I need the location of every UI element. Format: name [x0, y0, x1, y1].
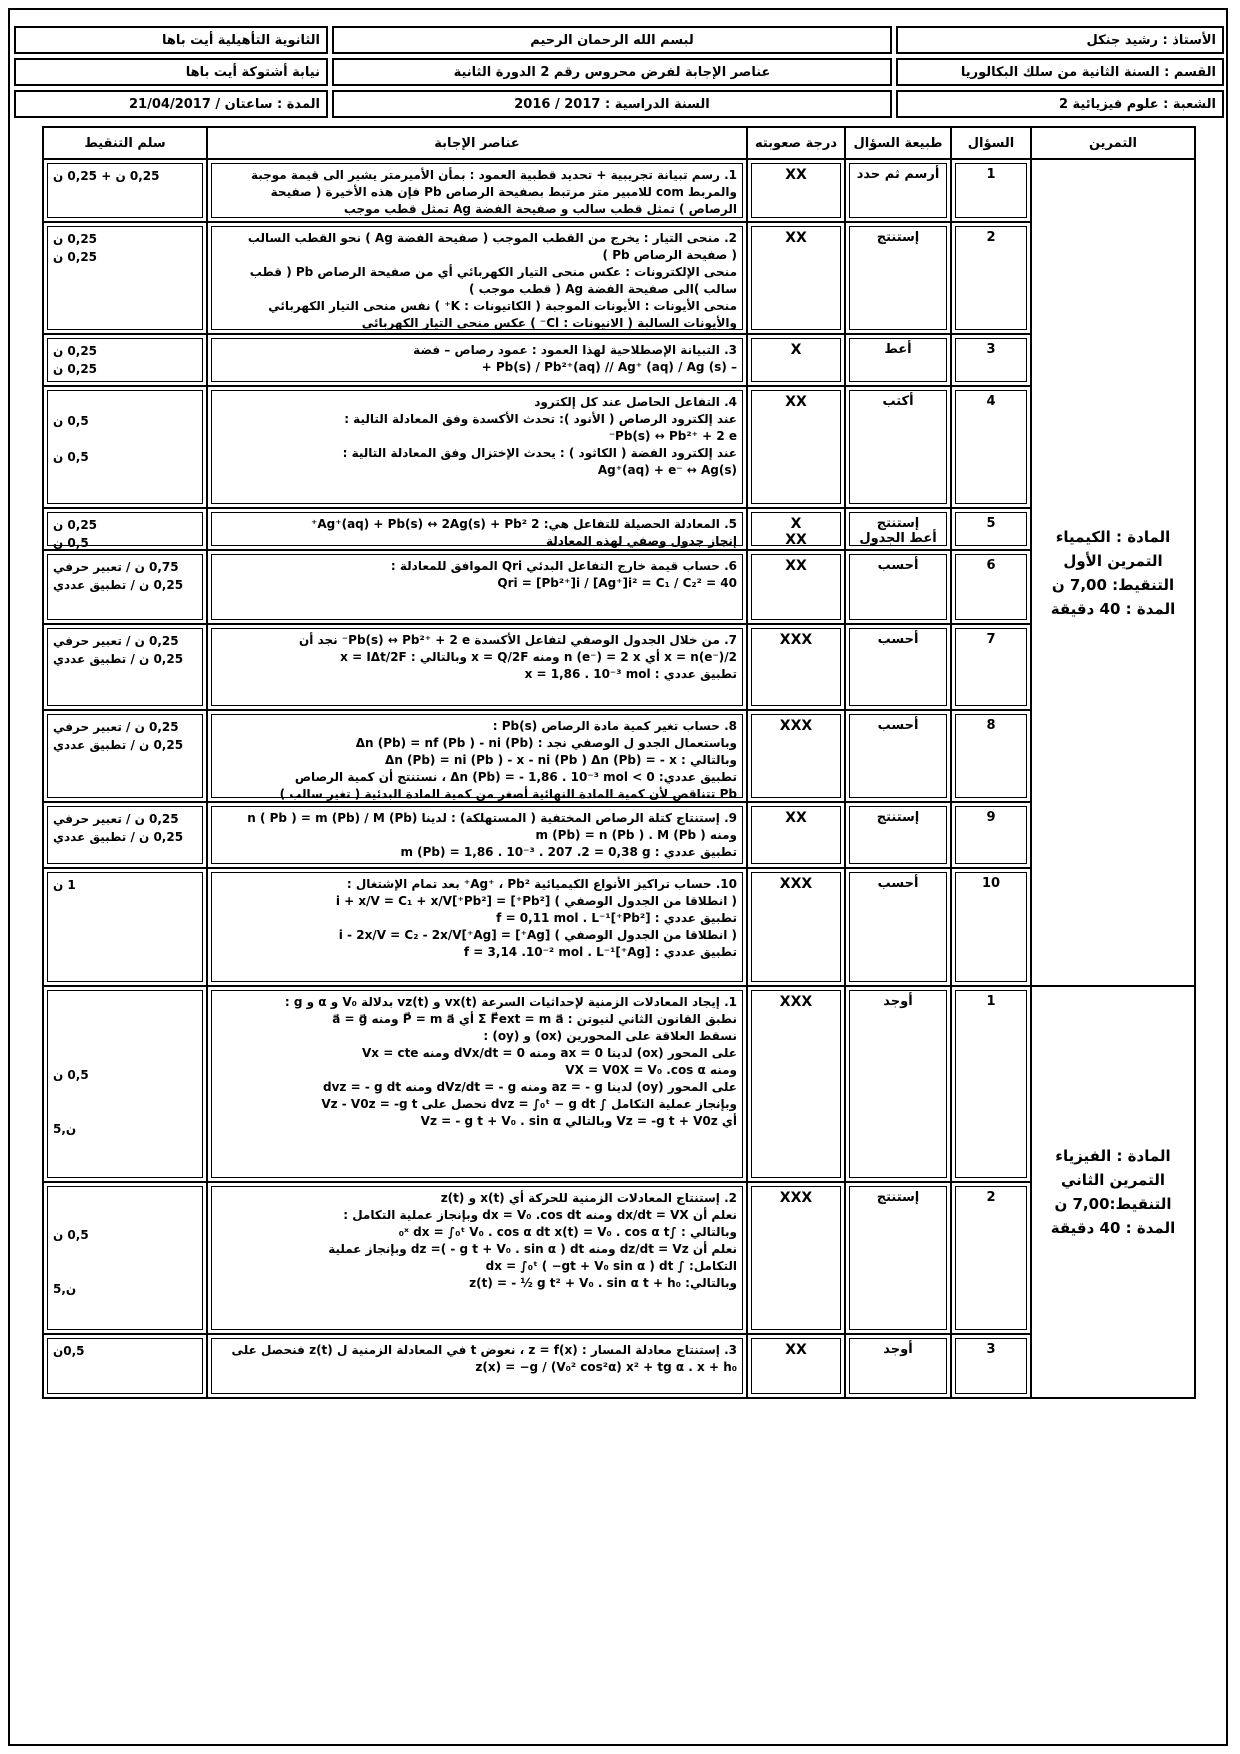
score-line: 0,25 ن / تطبيق عددي	[53, 652, 184, 666]
answer-table	[42, 126, 1196, 1399]
answer-line: والمربط com للامبير متر مرتبط بصفيحة الرصاص Pb فإن هذه الأخيرة ( صفيحة	[270, 185, 737, 199]
answer-line: أي Vz = -g t + V0z وبالتالي Vz = - g t + V₀ . sin α	[420, 1114, 737, 1128]
duration-date: المدة : ساعتان / 21/04/2017	[14, 90, 328, 118]
question-number-text: 1	[955, 163, 1027, 218]
score-scale	[43, 624, 207, 710]
score-scale	[43, 1182, 207, 1334]
difficulty-level	[747, 710, 845, 802]
score-scale	[43, 868, 207, 986]
question-number	[951, 624, 1031, 710]
score-scale	[43, 334, 207, 386]
score-line	[53, 994, 197, 1012]
answer-line: منحى الأيونات : الأيونات الموجبة ( الكاتيونات : K⁺ ) نفس منحى التيار الكهربائي	[268, 299, 737, 313]
question-nature	[845, 710, 951, 802]
score-line	[53, 1030, 197, 1048]
question-number	[951, 508, 1031, 550]
document-header	[14, 26, 1224, 122]
answer-line: ومنه m (Pb) = n (Pb ) . M (Pb )	[535, 828, 737, 842]
answer-line: – Pb(s) / Pb²⁺(aq) // Ag⁺ (aq) / Ag (s) +	[481, 360, 737, 374]
score-line: 0,25 ن	[53, 250, 98, 264]
score-box	[47, 714, 203, 798]
question-nature-text: أوجد	[849, 990, 947, 1178]
answer-box	[211, 990, 743, 1178]
answer-box	[211, 1186, 743, 1330]
answer-elements	[207, 159, 747, 222]
answer-box	[211, 628, 743, 706]
difficulty-level	[747, 222, 845, 334]
score-line: 0,25 ن	[53, 344, 98, 358]
score-line: 0,5 ن	[53, 536, 89, 550]
exercise-chemistry	[1031, 159, 1195, 986]
score-line: 0,25 ن	[53, 518, 98, 532]
answer-line: والأيونات السالبة ( الانيونات : Cl⁻ ) عكس منحى التيار الكهربائي	[361, 316, 737, 330]
answer-line: z(x) = −g / (V₀² cos²α) x² + tg α . x + h₀	[475, 1360, 737, 1374]
table-row	[43, 159, 1195, 222]
score-box	[47, 806, 203, 864]
question-number-text: 3	[955, 1338, 1027, 1394]
answer-box	[211, 338, 743, 382]
question-nature	[845, 159, 951, 222]
answer-elements	[207, 986, 747, 1182]
answer-elements	[207, 802, 747, 868]
answer-line: منحى الإلكترونات : عكس منحى التيار الكهربائي أي من صفيحة الرصاص Pb ( قطب	[249, 265, 737, 279]
difficulty-level	[747, 508, 845, 550]
score-scale	[43, 550, 207, 624]
difficulty-text: XXX	[751, 628, 841, 706]
answer-line: 9. إستنتاج كتلة الرصاص المختفية ( المستهلكة) : لدينا n ( Pb ) = m (Pb) / M (Pb)	[247, 811, 737, 825]
question-nature-text: أحسب	[849, 628, 947, 706]
score-scale	[43, 986, 207, 1182]
answer-line: 2. منحى التيار : يخرج من القطب الموجب ( صفيحة الفضة Ag ) نحو القطب السالب	[247, 231, 737, 245]
table-row	[43, 986, 1195, 1182]
branch-label: الشعبة : علوم فيزيائية 2	[896, 90, 1224, 118]
col-nature: طبيعة السؤال	[845, 127, 951, 159]
answer-line: 4. التفاعل الحاصل عند كل إلكترود	[534, 395, 737, 409]
answer-line: 1. إيجاد المعادلات الزمنية لإحداثيات السرعة vx(t) و vz(t) بدلالة V₀ و α و g :	[284, 995, 737, 1009]
score-line: 0,25 ن	[53, 362, 98, 376]
col-answer: عناصر الإجابة	[207, 127, 747, 159]
answer-line: 8. حساب تغير كمية مادة الرصاص Pb(s) :	[492, 719, 737, 733]
exercise-info-line: التمرين الأول	[1063, 551, 1163, 570]
difficulty-text: X XX	[751, 512, 841, 546]
answer-line: الرصاص ) تمثل قطب سالب و صفيحة الفضة Ag تمثل قطب موجب	[343, 202, 737, 216]
question-number	[951, 159, 1031, 222]
answer-box	[211, 390, 743, 504]
question-number	[951, 1182, 1031, 1334]
score-line: 0,25 ن / تعبير حرفي	[53, 720, 179, 734]
table-row	[43, 710, 1195, 802]
school-name: الثانوية التأهيلية أيت باها	[14, 26, 328, 54]
score-line: 0,5 ن	[53, 1068, 89, 1082]
difficulty-text: XX	[751, 554, 841, 620]
answer-elements	[207, 334, 747, 386]
answer-box	[211, 512, 743, 546]
answer-line: ومنه VX = V0X = V₀ .cos α	[565, 1063, 737, 1077]
answer-line: عند إلكترود الفضة ( الكاثود ) : يحدث الإختزال وفق المعادلة التالية :	[342, 446, 737, 460]
score-line	[53, 1244, 197, 1262]
teacher-name: الأستاذ : رشيد جنكل	[896, 26, 1224, 54]
answer-line: Pb تتناقص لأن كمية المادة النهائية أصغر من كمية المادة البدئية ( تغير سالب )	[279, 787, 737, 801]
directorate-name: نيابة أشتوكة أيت باها	[14, 58, 328, 86]
answer-line: تطبيق عددي: Δn (Pb) = - 1,86 . 10⁻³ mol < 0 ، نستنتج أن كمية الرصاص	[294, 770, 737, 784]
answer-elements	[207, 1334, 747, 1398]
answer-elements	[207, 550, 747, 624]
question-nature-text: أكتب	[849, 390, 947, 504]
score-line: 0,5ن	[53, 1344, 85, 1358]
score-line: 0,75 ن / تعبير حرفي	[53, 560, 179, 574]
difficulty-level	[747, 334, 845, 386]
score-line: 0,25 ن + 0,25 ن	[53, 169, 160, 183]
score-box	[47, 628, 203, 706]
question-number	[951, 802, 1031, 868]
answer-line: تطبيق عددي : [Ag⁺]f = 3,14 .10⁻² mol . L⁻¹	[463, 945, 737, 959]
answer-line: وبالتالي : Δn (Pb) = ni (Pb ) - x - ni (Pb ) Δn (Pb) = - x	[385, 753, 737, 767]
answer-elements	[207, 1182, 747, 1334]
question-number	[951, 710, 1031, 802]
question-nature	[845, 1182, 951, 1334]
question-nature	[845, 868, 951, 986]
answer-line: إنجاز جدول وصفي لهذه المعادلة	[545, 534, 737, 548]
question-number	[951, 986, 1031, 1182]
answer-line: وبالتالي : ∫₀ˣ dx = ∫₀ᵗ V₀ . cos α dt x(t) = V₀ . cos α t	[398, 1225, 737, 1239]
score-line: 0,25 ن / تطبيق عددي	[53, 830, 184, 844]
answer-line: نسقط العلاقة على المحورين (ox) و (oy) :	[483, 1029, 737, 1043]
score-box	[47, 1338, 203, 1394]
answer-line: سالب )الى صفيحة الفضة Ag ( قطب موجب )	[468, 282, 737, 296]
question-number-text: 6	[955, 554, 1027, 620]
score-box	[47, 1186, 203, 1330]
answer-line: على المحور (oy) لدينا az = - g ومنه dVz/dt = - g ومنه dvz = - g dt	[323, 1080, 737, 1094]
answer-line: على المحور (ox) لدينا ax = 0 ومنه dVx/dt = 0 ومنه Vx = cte	[362, 1046, 737, 1060]
question-nature-text: أعط	[849, 338, 947, 382]
difficulty-text: XXX	[751, 1186, 841, 1330]
difficulty-level	[747, 159, 845, 222]
answer-box	[211, 806, 743, 864]
answer-line: وباستعمال الجدو ل الوصفي نجد : Δn (Pb) = nf (Pb ) - ni (Pb)	[355, 736, 737, 750]
score-line: 0,25 ن	[53, 232, 98, 246]
question-number-text: 3	[955, 338, 1027, 382]
difficulty-text: XXX	[751, 714, 841, 798]
score-line	[53, 394, 197, 412]
answer-line: وبالتالي: z(t) = - ½ g t² + V₀ . sin α t + h₀	[469, 1276, 737, 1290]
score-box	[47, 226, 203, 330]
answer-line: 3. التبيانة الإصطلاحية لهذا العمود : عمود رصاص – فضة	[413, 343, 737, 357]
difficulty-text: XXX	[751, 872, 841, 982]
answer-line: 3. إستنتاج معادلة المسار : z = f(x) ، نعوض t في المعادلة الزمنية ل z(t) فنحصل على	[231, 1343, 737, 1357]
question-number-text: 9	[955, 806, 1027, 864]
question-number-text: 1	[955, 990, 1027, 1178]
answer-line: 5. المعادلة الحصيلة للتفاعل هي: 2 Ag⁺(aq) + Pb(s) ↔ 2Ag(s) + Pb²⁺	[311, 517, 737, 531]
answer-line: التكامل: ∫ dx = ∫₀ᵗ ( −gt + V₀ sin α ) dt	[485, 1259, 737, 1273]
answer-line: نعلم أن dx/dt = VX ومنه dx = V₀ .cos dt وبإنجاز عملية التكامل :	[343, 1208, 737, 1222]
score-line	[53, 430, 197, 448]
score-box	[47, 512, 203, 550]
score-line: 0,5 ن	[53, 450, 89, 464]
answer-line: وبإنجاز عملية التكامل ∫ dvz = ∫₀ᵗ − g dt نحصل على Vz - V0z = -g t	[321, 1097, 737, 1111]
question-number	[951, 1334, 1031, 1398]
answer-box	[211, 1338, 743, 1394]
col-difficulty: درجة صعوبته	[747, 127, 845, 159]
answer-line: عند إلكترود الرصاص ( الأنود ): تحدث الأكسدة وفق المعادلة التالية :	[344, 412, 737, 426]
answer-elements	[207, 386, 747, 508]
question-number-text: 5	[955, 512, 1027, 546]
question-nature	[845, 1334, 951, 1398]
question-nature-text: أوجد	[849, 1338, 947, 1394]
score-line	[53, 1262, 197, 1280]
question-nature-text: إستنتج أعط الجدول	[849, 512, 947, 546]
answer-line: ( صفيحة الرصاص Pb )	[602, 248, 737, 262]
school-year: السنة الدراسية : 2017 / 2016	[332, 90, 892, 118]
exercise-info-line: التمرين الثاني	[1061, 1171, 1165, 1189]
score-scale	[43, 508, 207, 550]
table-row	[43, 1182, 1195, 1334]
score-scale	[43, 710, 207, 802]
question-number	[951, 868, 1031, 986]
score-line: 1 ن	[53, 878, 76, 892]
question-nature	[845, 334, 951, 386]
answer-line: 6. حساب قيمة خارج التفاعل البدئي Qri الموافق للمعادلة :	[390, 559, 737, 573]
answer-line: 10. حساب تراكيز الأنواع الكيميائية Ag⁺ ، Pb²⁺ بعد تمام الإشتغال :	[346, 877, 737, 891]
score-line	[53, 1190, 197, 1208]
class-label: القسم : السنة الثانية من سلك البكالوريا	[896, 58, 1224, 86]
table-row	[43, 508, 1195, 550]
table-row	[43, 222, 1195, 334]
exercise-physics	[1031, 986, 1195, 1398]
basmala: لبسم الله الرحمان الرحيم	[332, 26, 892, 54]
score-box	[47, 163, 203, 218]
question-nature-text: إستنتج	[849, 806, 947, 864]
score-scale	[43, 159, 207, 222]
score-line: 0,5 ن	[53, 414, 89, 428]
difficulty-level	[747, 802, 845, 868]
score-scale	[43, 802, 207, 868]
score-box	[47, 872, 203, 982]
table-row	[43, 868, 1195, 986]
question-nature-text: إستنتج	[849, 226, 947, 330]
question-number-text: 2	[955, 226, 1027, 330]
answer-elements	[207, 508, 747, 550]
answer-line: ( انطلاقا من الجدول الوصفي ) [Pb²⁺] = [Pb²⁺]i + x/V = C₁ + x/V	[335, 894, 737, 908]
question-number	[951, 386, 1031, 508]
score-line: ن,5	[53, 1122, 77, 1136]
question-number-text: 7	[955, 628, 1027, 706]
answer-line: 2. إستنتاج المعادلات الزمنية للحركة أي x(t) و z(t)	[440, 1191, 737, 1205]
answer-line: Qri = [Pb²⁺]i / [Ag⁺]i² = C₁ / C₂² = 40	[497, 576, 737, 590]
answer-box	[211, 554, 743, 620]
score-scale	[43, 222, 207, 334]
answer-line: نطبق القانون الثاني لنيوتن : Σ F⃗ext = m a⃗ أي P⃗ = m a⃗ ومنه a⃗ = g⃗	[332, 1012, 737, 1026]
question-nature	[845, 986, 951, 1182]
answer-elements	[207, 710, 747, 802]
score-line: 0,25 ن / تعبير حرفي	[53, 634, 179, 648]
table-row	[43, 1334, 1195, 1398]
difficulty-text: XX	[751, 226, 841, 330]
score-line	[53, 1084, 197, 1102]
question-nature-text: إستنتج	[849, 1186, 947, 1330]
exercise-info-line: التنقيط: 7,00 ن	[1051, 575, 1175, 594]
question-nature-text: أحسب	[849, 872, 947, 982]
difficulty-text: XXX	[751, 990, 841, 1178]
difficulty-level	[747, 624, 845, 710]
answer-line: ( انطلاقا من الجدول الوصفي ) [Ag⁺] = [Ag⁺]i - 2x/V = C₂ - 2x/V	[338, 928, 737, 942]
table-row	[43, 624, 1195, 710]
question-number-text: 10	[955, 872, 1027, 982]
difficulty-level	[747, 986, 845, 1182]
question-number	[951, 550, 1031, 624]
question-nature	[845, 624, 951, 710]
question-nature-text: أرسم ثم حدد	[849, 163, 947, 218]
score-scale	[43, 386, 207, 508]
answer-box	[211, 226, 743, 330]
score-line	[53, 1048, 197, 1066]
question-number-text: 8	[955, 714, 1027, 798]
answer-line: تطبيق عددي : [Pb²⁺]f = 0,11 mol . L⁻¹	[496, 911, 737, 925]
score-line: 0,25 ن / تعبير حرفي	[53, 812, 179, 826]
answer-line: x = n(e⁻)/2 أي n (e⁻) = 2 x ومنه x = Q/2F وبالتالي : x = IΔt/2F	[340, 650, 737, 664]
question-number	[951, 334, 1031, 386]
answer-elements	[207, 868, 747, 986]
difficulty-level	[747, 550, 845, 624]
question-nature	[845, 222, 951, 334]
difficulty-level	[747, 386, 845, 508]
exercise-info-line: المادة : الكيمياء	[1055, 527, 1171, 546]
question-nature	[845, 508, 951, 550]
score-line	[53, 1208, 197, 1226]
answer-line: تطبيق عددي : m (Pb) = 1,86 . 10⁻³ . 207 .2 = 0,38 g	[400, 845, 737, 859]
table-row	[43, 334, 1195, 386]
difficulty-text: XX	[751, 390, 841, 504]
score-scale	[43, 1334, 207, 1398]
exercise-info-line: المادة : الفيزياء	[1055, 1147, 1171, 1165]
exercise-info-line: المدة : 40 دقيقة	[1050, 1219, 1176, 1237]
score-line	[53, 1102, 197, 1120]
answer-elements	[207, 222, 747, 334]
difficulty-text: XX	[751, 1338, 841, 1394]
table-row	[43, 802, 1195, 868]
question-number	[951, 222, 1031, 334]
answer-line: Pb(s) ↔ Pb²⁺ + 2 e⁻	[608, 429, 737, 443]
difficulty-text: XX	[751, 806, 841, 864]
score-box	[47, 338, 203, 382]
answer-box	[211, 714, 743, 801]
table-header-row	[43, 127, 1195, 159]
score-line: 0,5 ن	[53, 1228, 89, 1242]
question-nature	[845, 802, 951, 868]
score-box	[47, 390, 203, 504]
score-line: 0,25 ن / تطبيق عددي	[53, 578, 184, 592]
score-line: 0,25 ن / تطبيق عددي	[53, 738, 184, 752]
answer-box	[211, 163, 743, 218]
difficulty-level	[747, 1334, 845, 1398]
exercise-info-line: المدة : 40 دقيقة	[1050, 599, 1176, 618]
question-nature-text: أحسب	[849, 554, 947, 620]
question-nature	[845, 550, 951, 624]
table-row	[43, 550, 1195, 624]
question-nature-text: أحسب	[849, 714, 947, 798]
col-exercise: التمرين	[1031, 127, 1195, 159]
score-box	[47, 990, 203, 1178]
answer-line: تطبيق عددي : x = 1,86 . 10⁻³ mol	[524, 667, 737, 681]
answer-box	[211, 872, 743, 982]
score-line: ن,5	[53, 1282, 77, 1296]
answer-line: نعلم أن dz/dt = Vz ومنه dz =( - g t + V₀ . sin α ) dt وبإنجاز عملية	[328, 1242, 737, 1256]
table-row	[43, 386, 1195, 508]
difficulty-level	[747, 1182, 845, 1334]
answer-line: 7. من خلال الجدول الوصفي لتفاعل الأكسدة Pb(s) ↔ Pb²⁺ + 2 e⁻ نجد أن	[299, 633, 737, 647]
score-line	[53, 1012, 197, 1030]
answer-line: 1. رسم تبيانة تجريبية + تحديد قطبية العمود : بمأن الأميرمتر يشير الى قيمة موجبة	[250, 168, 737, 182]
col-question: السؤال	[951, 127, 1031, 159]
question-number-text: 2	[955, 1186, 1027, 1330]
difficulty-level	[747, 868, 845, 986]
score-box	[47, 554, 203, 620]
question-nature	[845, 386, 951, 508]
difficulty-text: XX	[751, 163, 841, 218]
answer-line: Ag⁺(aq) + e⁻ ↔ Ag(s)	[597, 463, 737, 477]
document-title: عناصر الإجابة لفرض محروس رقم 2 الدورة الثانية	[332, 58, 892, 86]
col-scale: سلم التنقيط	[43, 127, 207, 159]
answer-elements	[207, 624, 747, 710]
question-number-text: 4	[955, 390, 1027, 504]
exercise-info-line: التنقيط:7,00 ن	[1054, 1195, 1172, 1213]
difficulty-text: X	[751, 338, 841, 382]
